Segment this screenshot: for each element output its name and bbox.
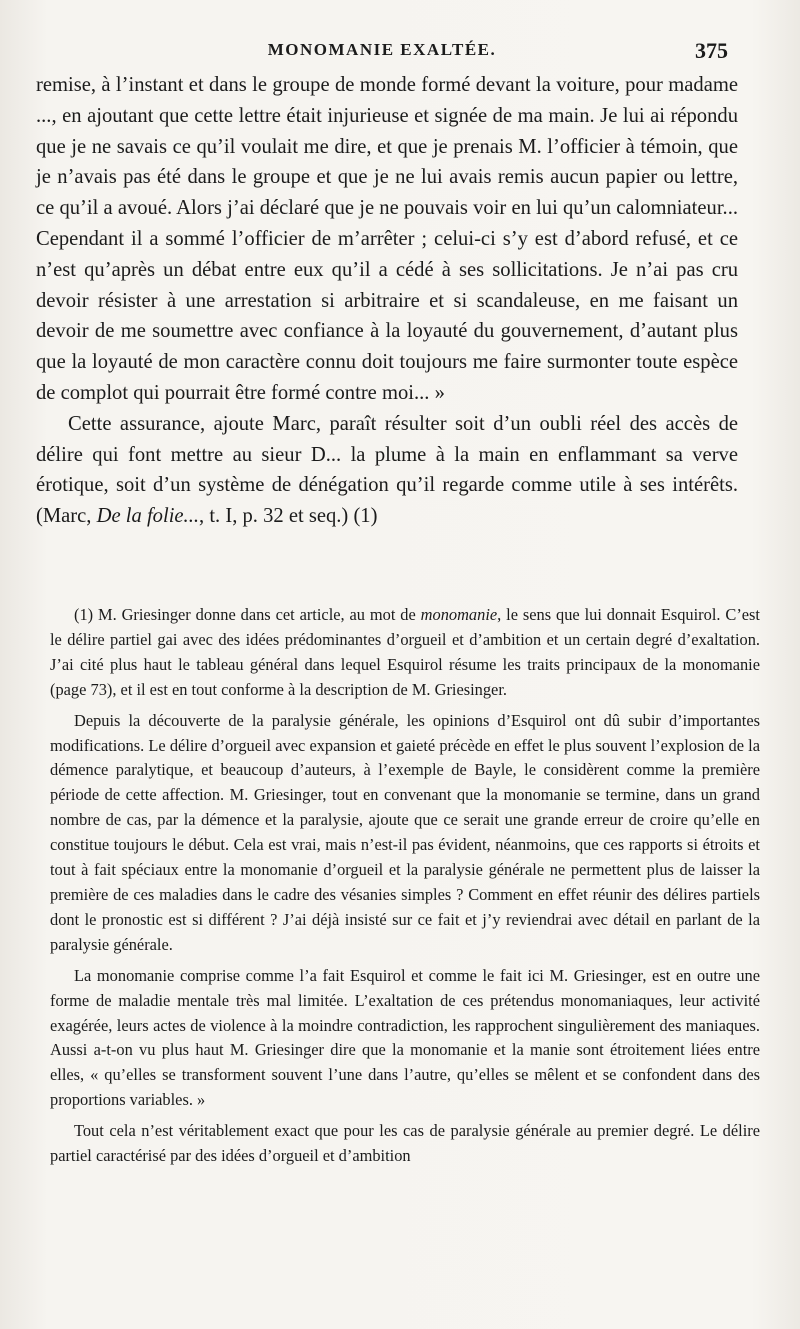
paragraph-quote-continuation: remise, à l’instant et dans le groupe de monde formé devant la voiture, pour madame ..., en ajoutant que cette lettre était injurieuse et signée de ma main. Je lui ai répondu que je ne savais ce qu’il voulait me dire, et que je prenais M. l’officier à témoin, que je n’avais pas été dans le groupe et que je ne lui avais remis aucun papier ou lettre, ce qu’il a avoué. Alors j’ai déclaré que je ne pouvais voir en lui qu’un calomniateur... Cependant il a sommé l’officier de m’arrêter ; celui-ci s’y est d’abord refusé, et ce n’est qu’après un débat entre eux qu’il a cédé à ses sollicitations. Je n’ai pas cru devoir résister à une arrestation si arbitraire et si scandaleuse, en me faisant un devoir de me soumettre avec confiance à la loyauté du gouvernement, d’autant plus que la loyauté de mon caractère connu doit toujours me faire surmonter toute espèce de complot qui pourrait être formé contre moi... » <box>36 74 738 404</box>
footnote-term: monomanie <box>420 605 498 624</box>
footnote-paragraph-2: Depuis la découverte de la paralysie générale, les opinions d’Esquirol ont dû subir d’importantes modifications. Le délire d’orgueil avec expansion et gaieté précède en effet le plus souvent l’explosion de la démence paralytique, et beaucoup d’auteurs, à l’exemple de Bayle, le considèrent comme la première période de cette affection. M. Griesinger, tout en convenant que la monomanie se termine, dans un grand nombre de cas, par la démence et la paralysie, ajoute que ce serait une grande erreur de croire qu’elle en constitue toujours le début. Cela est vrai, mais n’est-il pas évident, néanmoins, que ces rapports si étroits et tout à fait spéciaux entre la monomanie d’orgueil et la paralysie générale ne permettent plus de laisser la première de ces maladies dans le cadre des vésanies simples ? Comment en effet réunir des délires partiels dont le pronostic est si différent ? J’ai déjà insisté sur ce fait et j’y reviendrai avec détail en parlant de la paralysie générale. <box>50 710 760 954</box>
footnote-text: (1) M. Griesinger donne dans cet article, au mot de <box>74 605 416 624</box>
commentary-text: Cette assurance, ajoute Marc, paraît résulter soit d’un oubli réel des accès de délire qui font mettre au sieur D... la plume à la main en enflammant sa verve érotique, soit d’un système de dénégation qu’il regarde comme utile à ses intérêts. (Marc, <box>36 412 738 528</box>
paragraph-marc-commentary <box>36 409 738 532</box>
running-title: MONOMANIE EXALTÉE. <box>267 40 497 59</box>
page-number: 375 <box>695 38 728 63</box>
footnotes <box>50 603 760 1169</box>
footnote-text: , le sens que lui donnait Esquirol. C’est le délire partiel gai avec des idées prédominantes d’orgueil et d’ambition et un certain degré d’exaltation. J’ai cité plus haut le tableau général dans lequel Esquirol résume les traits principaux de la monomanie (page 73), et il est en tout conforme à la description de M. Griesinger. <box>50 605 760 699</box>
citation-text: , t. I, p. 32 et seq.) (1) <box>199 505 378 528</box>
main-text <box>36 70 738 532</box>
book-title-reference: De la folie... <box>96 505 200 528</box>
page-header <box>36 40 728 66</box>
footnote-paragraph-4: Tout cela n’est véritablement exact que pour les cas de paralysie générale au premier degré. Le délire partiel caractérisé par des idées d’orgueil et d’ambition <box>50 1121 760 1166</box>
footnote-paragraph-3: La monomanie comprise comme l’a fait Esquirol et comme le fait ici M. Griesinger, est en outre une forme de maladie mentale très mal limitée. L’exaltation de ces prétendus monomaniaques, leur activité exagérée, leurs actes de violence à la moindre contradiction, les rapprochent singulièrement des maniaques. Aussi a-t-on vu plus haut M. Griesinger dire que la monomanie et la manie sont étroitement liées entre elles, « qu’elles se transforment souvent l’une dans l’autre, qu’elles se mêlent et se confondent dans des proportions variables. » <box>50 965 760 1110</box>
footnote-1 <box>50 603 760 703</box>
